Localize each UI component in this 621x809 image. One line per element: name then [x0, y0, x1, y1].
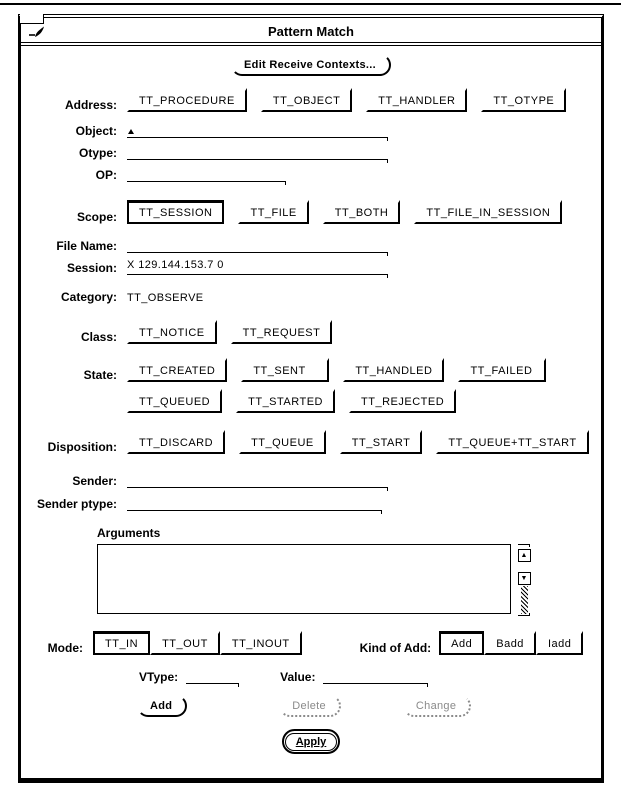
kind-option-iadd[interactable]: Iadd	[536, 631, 583, 655]
disposition-option-tt-start[interactable]: TT_START	[340, 430, 423, 454]
mode-label: Mode:	[47, 641, 83, 655]
op-input[interactable]	[127, 166, 285, 182]
mode-group	[93, 631, 302, 655]
session-value: X 129.144.153.7 0	[127, 259, 224, 271]
file-name-label: File Name:	[56, 239, 117, 253]
pattern-match-window	[18, 14, 604, 783]
scroll-up-arrow-icon[interactable]: ▲	[518, 549, 531, 562]
arguments-label: Arguments	[97, 526, 161, 540]
sender-ptype-label: Sender ptype:	[36, 497, 117, 511]
state-option-tt-rejected[interactable]: TT_REJECTED	[349, 389, 456, 413]
screen-top-line	[0, 3, 621, 5]
disposition-option-tt-discard[interactable]: TT_DISCARD	[127, 430, 225, 454]
mode-option-tt-in[interactable]: TT_IN	[93, 631, 150, 655]
file-name-input[interactable]	[127, 237, 387, 253]
window-title: Pattern Match	[268, 24, 354, 39]
scope-option-tt-file[interactable]: TT_FILE	[238, 200, 308, 224]
address-option-tt-procedure[interactable]: TT_PROCEDURE	[127, 88, 247, 112]
pushpin-notch	[20, 14, 44, 24]
class-option-tt-request[interactable]: TT_REQUEST	[231, 320, 333, 344]
address-option-tt-object[interactable]: TT_OBJECT	[261, 88, 352, 112]
scrollbar-cable[interactable]	[521, 586, 528, 614]
resize-corner-bottom-right[interactable]	[594, 773, 604, 783]
text-caret-icon	[128, 129, 134, 134]
delete-button[interactable]: Delete	[279, 695, 341, 717]
address-option-tt-otype[interactable]: TT_OTYPE	[481, 88, 566, 112]
state-label: State:	[83, 368, 117, 382]
state-option-tt-started[interactable]: TT_STARTED	[236, 389, 335, 413]
scope-option-tt-both[interactable]: TT_BOTH	[323, 200, 401, 224]
title-bar	[21, 18, 601, 46]
apply-button-label: Apply	[285, 733, 338, 751]
resize-corner-bottom-left[interactable]	[18, 773, 28, 783]
state-option-tt-created[interactable]: TT_CREATED	[127, 358, 227, 382]
address-label: Address:	[64, 98, 117, 112]
address-option-tt-handler[interactable]: TT_HANDLER	[366, 88, 467, 112]
category-value: TT_OBSERVE	[127, 292, 204, 304]
mode-option-tt-out[interactable]: TT_OUT	[150, 631, 220, 655]
sender-input[interactable]	[127, 472, 387, 488]
category-label: Category:	[60, 290, 117, 304]
disposition-label: Disposition:	[47, 440, 117, 454]
apply-button[interactable]	[282, 729, 341, 754]
object-label: Object:	[75, 124, 117, 138]
state-option-tt-failed[interactable]: TT_FAILED	[458, 358, 546, 382]
mode-option-tt-inout[interactable]: TT_INOUT	[220, 631, 302, 655]
edit-receive-contexts-button[interactable]: Edit Receive Contexts...	[231, 54, 391, 76]
session-label: Session:	[66, 261, 117, 275]
class-label: Class:	[80, 330, 117, 344]
scope-label: Scope:	[76, 210, 117, 224]
arguments-scrollbar	[516, 544, 532, 616]
arguments-list[interactable]	[97, 544, 511, 614]
state-option-tt-sent[interactable]: TT_SENT	[241, 358, 329, 382]
scope-option-tt-session[interactable]: TT_SESSION	[127, 200, 224, 224]
otype-label: Otype:	[78, 146, 117, 160]
kind-of-add-label: Kind of Add:	[359, 641, 432, 655]
session-input[interactable]	[127, 259, 387, 275]
state-option-tt-handled[interactable]: TT_HANDLED	[343, 358, 444, 382]
scope-option-tt-file-in-session[interactable]: TT_FILE_IN_SESSION	[414, 200, 562, 224]
value-input[interactable]	[323, 668, 427, 684]
state-option-tt-queued[interactable]: TT_QUEUED	[127, 389, 222, 413]
scrollbar-top-anchor[interactable]	[518, 544, 530, 545]
op-label: OP:	[95, 168, 117, 182]
class-option-tt-notice[interactable]: TT_NOTICE	[127, 320, 217, 344]
kind-option-badd[interactable]: Badd	[484, 631, 536, 655]
vtype-input[interactable]	[186, 668, 238, 684]
dialog-content	[21, 46, 601, 754]
vtype-label: VType:	[139, 670, 179, 684]
add-button[interactable]: Add	[137, 695, 187, 717]
scrollbar-bottom-anchor[interactable]	[518, 615, 530, 616]
disposition-option-tt-queue-plus-tt-start[interactable]: TT_QUEUE+TT_START	[436, 430, 588, 454]
value-label: Value:	[280, 670, 316, 684]
sender-label: Sender:	[72, 474, 117, 488]
kind-of-add-group	[439, 631, 583, 655]
change-button[interactable]: Change	[403, 695, 471, 717]
scroll-down-arrow-icon[interactable]: ▼	[518, 572, 531, 585]
object-input[interactable]	[127, 122, 387, 138]
disposition-option-tt-queue[interactable]: TT_QUEUE	[239, 430, 326, 454]
kind-option-add[interactable]: Add	[439, 631, 484, 655]
otype-input[interactable]	[127, 144, 387, 160]
sender-ptype-input[interactable]	[127, 495, 381, 511]
